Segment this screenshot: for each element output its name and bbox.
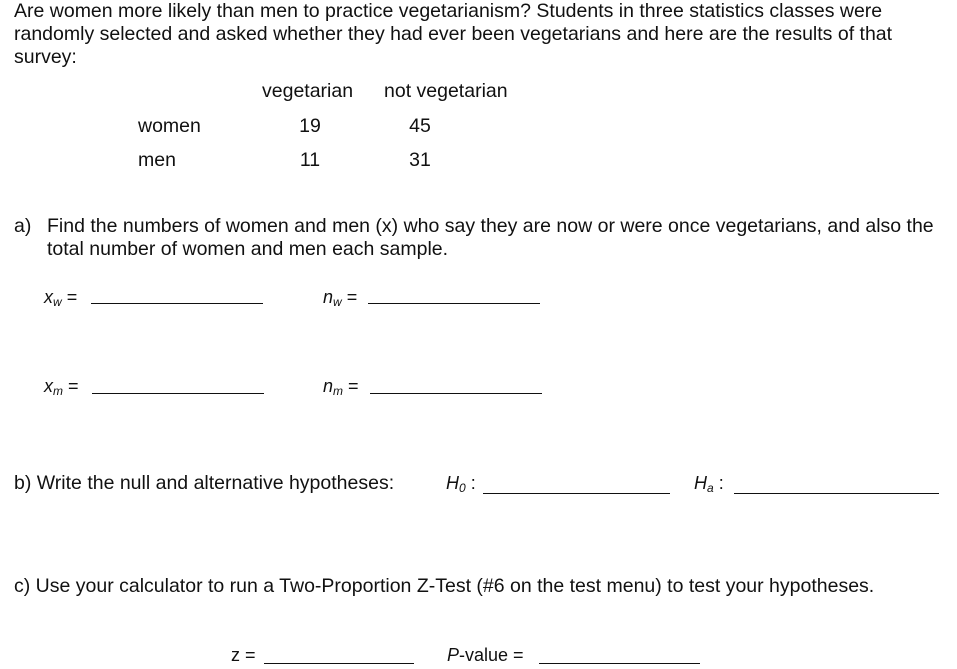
label-nw: $n_w$ = (323, 287, 358, 309)
question-c-text: c) Use your calculator to run a Two-Proportion Z-Test (#6 on the test menu) to test your hypotheses. (14, 575, 875, 597)
intro-paragraph: Are women more likely than men to practice vegetarianism? Students in three statistics classes were randomly selected and asked whether they had ever been vegetarians and here are the results of that survey: (14, 0, 893, 68)
answer-blank-nm[interactable] (370, 393, 542, 394)
question-a (14, 215, 934, 261)
question-b-text: b) Write the null and alternative hypotheses: (14, 472, 395, 494)
answer-blank-nw[interactable] (368, 303, 540, 304)
label-ha: $H_a$ : (694, 473, 724, 495)
cell-men-not-vegetarian: 31 (409, 149, 431, 171)
row-label-women: women (138, 115, 201, 137)
answer-blank-ha[interactable] (734, 493, 939, 494)
label-z: z = (231, 645, 256, 665)
answer-blank-z[interactable] (264, 663, 414, 664)
cell-women-vegetarian: 19 (299, 115, 321, 137)
cell-men-vegetarian: 11 (299, 149, 321, 171)
row-label-men: men (138, 149, 176, 171)
question-a-text: Find the numbers of women and men (x) who say they are now or were once vegetarians, and also the total number of women and men each sample. (47, 215, 934, 260)
answer-blank-xm[interactable] (92, 393, 264, 394)
label-p-value: P-value = (447, 645, 524, 665)
answer-blank-xw[interactable] (91, 303, 263, 304)
cell-women-not-vegetarian: 45 (409, 115, 431, 137)
label-h0: $H_0$ : (446, 473, 476, 495)
answer-blank-p-value[interactable] (539, 663, 700, 664)
question-a-letter: a) (14, 215, 32, 237)
header-vegetarian: vegetarian (262, 80, 354, 102)
header-not-vegetarian: not vegetarian (384, 80, 508, 102)
label-xm: $x_m$ = (44, 376, 79, 398)
label-nm: $n_m$ = (323, 376, 359, 398)
label-xw: $x_w$ = (44, 287, 78, 309)
answer-blank-h0[interactable] (483, 493, 670, 494)
